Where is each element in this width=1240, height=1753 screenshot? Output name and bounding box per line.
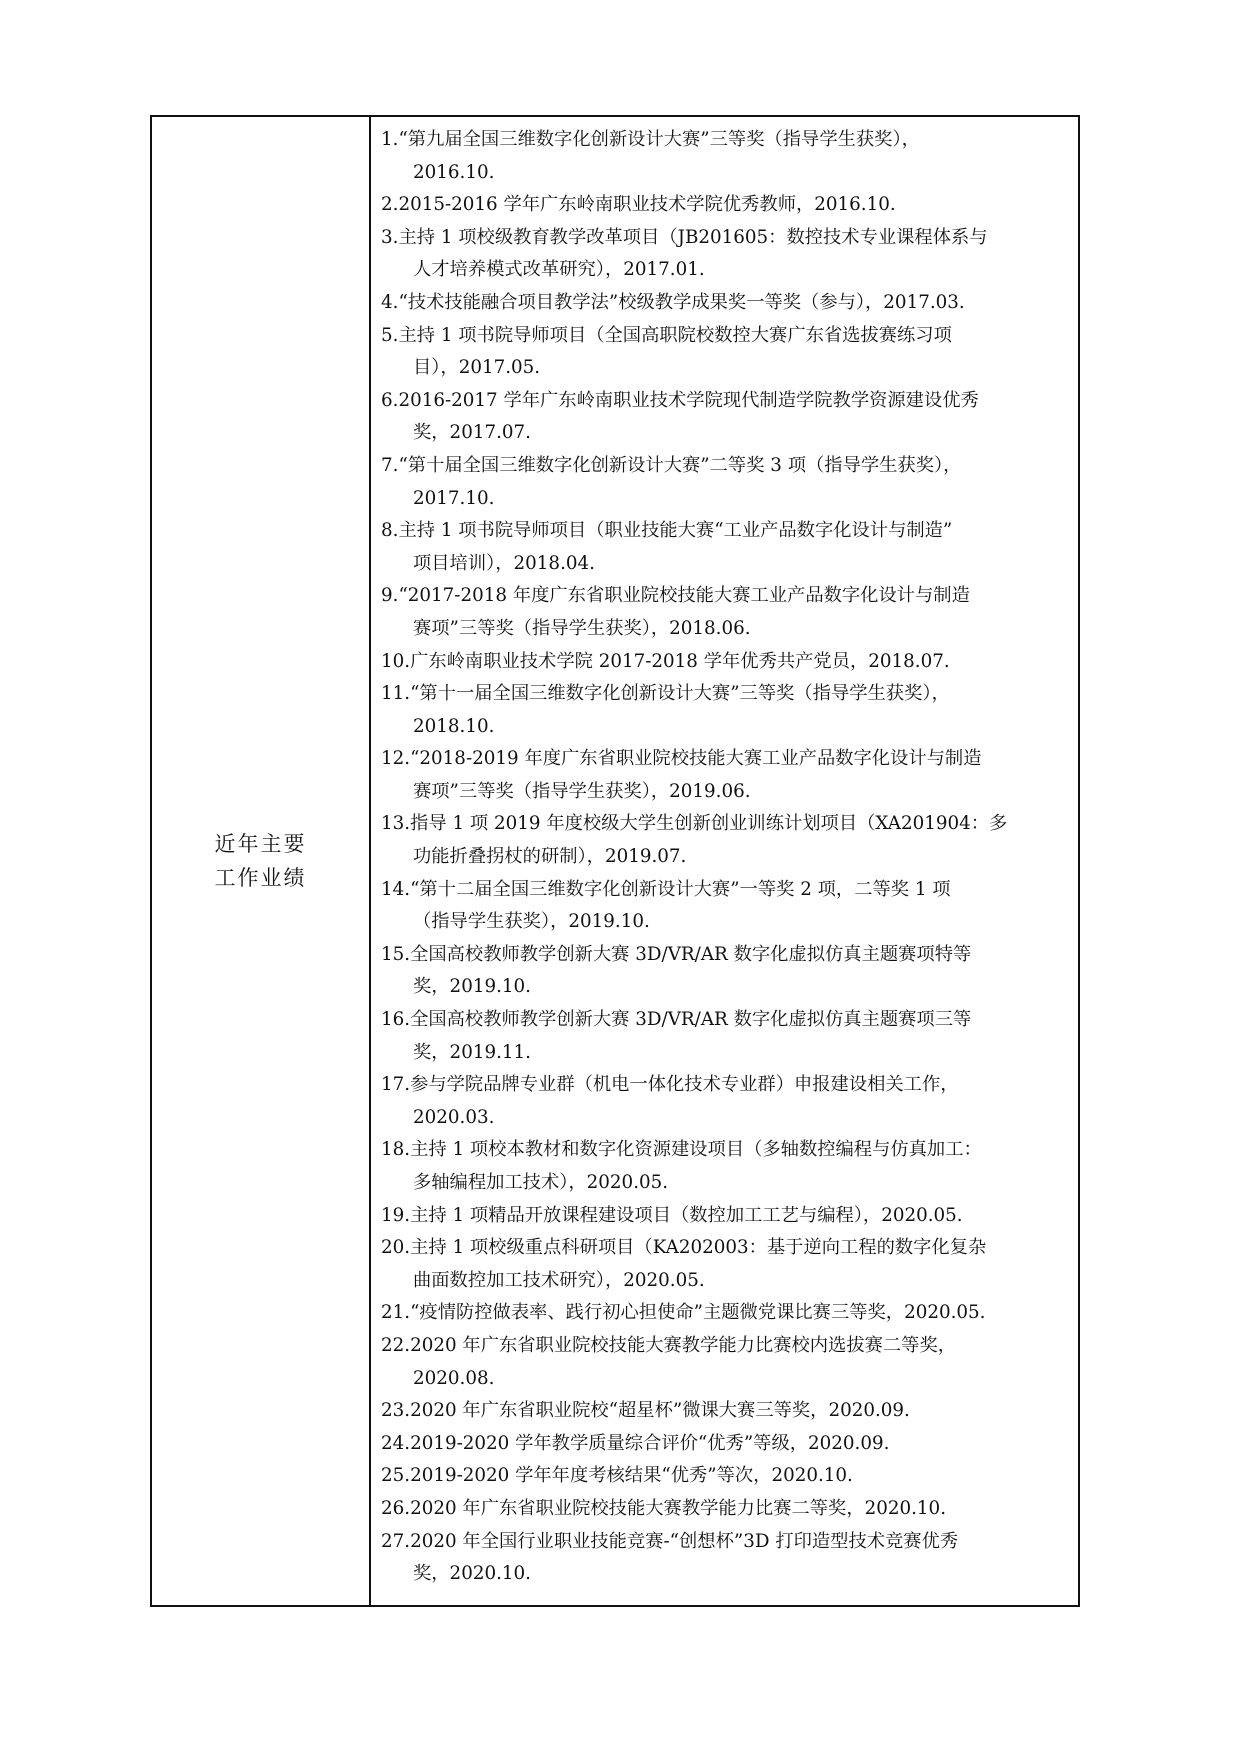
- achievement-text: 12.“2018-2019 年度广东省职业院校技能大赛工业产品数字化设计与制造: [381, 748, 982, 770]
- achievement-text: 14.“第十二届全国三维数字化创新设计大赛”一等奖 2 项，二等奖 1 项: [381, 878, 951, 900]
- achievement-text: 6.2016-2017 学年广东岭南职业技术学院现代制造学院教学资源建设优秀: [381, 389, 979, 411]
- achievement-text-continued: 目），2017.05.: [413, 357, 541, 379]
- achievement-text-continued: 项目培训），2018.04.: [413, 552, 595, 574]
- achievement-text: 18.主持 1 项校本教材和数字化资源建设项目（多轴数控编程与仿真加工：: [381, 1139, 982, 1161]
- achievement-text: 26.2020 年广东省职业院校技能大赛教学能力比赛二等奖，2020.10.: [381, 1497, 947, 1519]
- achievement-text: 22.2020 年广东省职业院校技能大赛教学能力比赛校内选拔赛二等奖，: [381, 1334, 957, 1356]
- achievement-text-continued: 2018.10.: [413, 715, 495, 737]
- achievement-item: [381, 385, 1068, 450]
- achievement-text-continued: 2017.10.: [413, 487, 495, 509]
- achievement-text: 3.主持 1 项校级教育教学改革项目（JB201605：数控技术专业课程体系与: [381, 226, 988, 248]
- achievement-text: 13.指导 1 项 2019 年度校级大学生创新创业训练计划项目（XA201904：多: [381, 813, 1008, 835]
- achievement-item: [381, 450, 1068, 515]
- achievement-text: 7.“第十届全国三维数字化创新设计大赛”二等奖 3 项（指导学生获奖），: [381, 454, 962, 476]
- achievement-text: 9.“2017-2018 年度广东省职业院校技能大赛工业产品数字化设计与制造: [381, 585, 970, 607]
- achievement-text: 24.2019-2020 学年教学质量综合评价“优秀”等级，2020.09.: [381, 1432, 890, 1454]
- achievement-item: [381, 1232, 1068, 1297]
- achievement-text: 16.全国高校教师教学创新大赛 3D/VR/AR 数字化虚拟仿真主题赛项三等: [381, 1009, 972, 1031]
- achievement-text-continued: 奖，2019.10.: [413, 976, 531, 998]
- achievement-text-continued: 2020.08.: [413, 1367, 495, 1389]
- achievement-text: 17.参与学院品牌专业群（机电一体化技术专业群）申报建设相关工作，: [381, 1074, 959, 1096]
- achievement-item: [381, 287, 1068, 320]
- achievement-item: [381, 1428, 1068, 1461]
- row-label-line: 近年主要: [214, 832, 307, 856]
- achievement-text: 21.“疫情防控做表率、践行初心担使命”主题微党课比赛三等奖，2020.05.: [381, 1302, 986, 1324]
- achievement-text: 27.2020 年全国行业职业技能竞赛-“创想杯”3D 打印造型技术竞赛优秀: [381, 1530, 959, 1552]
- row-label: [215, 827, 307, 895]
- achievement-text: 19.主持 1 项精品开放课程建设项目（数控加工工艺与编程），2020.05.: [381, 1204, 963, 1226]
- achievement-text: 23.2020 年广东省职业院校“超星杯”微课大赛三等奖，2020.09.: [381, 1400, 910, 1422]
- achievement-item: [381, 874, 1068, 939]
- achievement-text-continued: 奖，2020.10.: [413, 1563, 531, 1585]
- achievement-text: 2.2015-2016 学年广东岭南职业技术学院优秀教师，2016.10.: [381, 194, 896, 216]
- achievement-item: [381, 1069, 1068, 1134]
- achievement-text-continued: 人才培养模式改革研究），2017.01.: [413, 259, 705, 281]
- achievement-item: [381, 1526, 1068, 1591]
- achievement-item: [381, 1395, 1068, 1428]
- achievements-list: [371, 117, 1078, 1605]
- achievement-item: [381, 743, 1068, 808]
- achievement-item: [381, 189, 1068, 222]
- achievement-item: [381, 580, 1068, 645]
- achievement-item: [381, 1004, 1068, 1069]
- achievement-item: [381, 1460, 1068, 1493]
- achievement-text: 5.主持 1 项书院导师项目（全国高职院校数控大赛广东省选拔赛练习项: [381, 324, 952, 346]
- achievement-text-continued: 多轴编程加工技术），2020.05.: [413, 1172, 669, 1193]
- achievement-text-continued: 功能折叠拐杖的研制），2019.07.: [413, 846, 687, 868]
- achievement-item: [381, 678, 1068, 743]
- achievement-text-continued: 奖，2017.07.: [413, 422, 531, 444]
- achievement-text: 25.2019-2020 学年年度考核结果“优秀”等次，2020.10.: [381, 1465, 853, 1487]
- achievement-text: 10.广东岭南职业技术学院 2017-2018 学年优秀共产党员，2018.07.: [381, 650, 950, 672]
- achievement-item: [381, 808, 1068, 873]
- achievement-text-continued: 赛项”三等奖（指导学生获奖），2019.06.: [413, 780, 751, 802]
- achievement-text: 8.主持 1 项书院导师项目（职业技能大赛“工业产品数字化设计与制造”: [381, 520, 953, 542]
- achievement-item: [381, 1330, 1068, 1395]
- achievements-table: [150, 115, 1080, 1607]
- row-label-line: 工作业绩: [214, 866, 307, 890]
- achievement-item: [381, 1134, 1068, 1199]
- achievement-text-continued: （指导学生获奖），2019.10.: [413, 911, 650, 933]
- achievement-item: [381, 124, 1068, 189]
- achievement-item: [381, 1200, 1068, 1233]
- achievement-item: [381, 1297, 1068, 1330]
- achievement-item: [381, 646, 1068, 679]
- achievement-text-continued: 赛项”三等奖（指导学生获奖），2018.06.: [413, 617, 751, 639]
- achievement-text-continued: 曲面数控加工技术研究），2020.05.: [413, 1269, 705, 1291]
- achievement-text-continued: 2016.10.: [413, 161, 495, 183]
- achievement-item: [381, 939, 1068, 1004]
- achievement-item: [381, 515, 1068, 580]
- achievement-item: [381, 222, 1068, 287]
- achievement-text: 11.“第十一届全国三维数字化创新设计大赛”三等奖（指导学生获奖），: [381, 683, 950, 705]
- achievement-text-continued: 奖，2019.11.: [413, 1041, 531, 1063]
- achievement-item: [381, 1493, 1068, 1526]
- achievement-text: 4.“技术技能融合项目教学法”校级教学成果奖一等奖（参与），2017.03.: [381, 291, 965, 313]
- achievement-text-continued: 2020.03.: [413, 1106, 495, 1128]
- achievement-text: 1.“第九届全国三维数字化创新设计大赛”三等奖（指导学生获奖），: [381, 129, 920, 150]
- achievement-text: 20.主持 1 项校级重点科研项目（KA202003：基于逆向工程的数字化复杂: [381, 1237, 987, 1259]
- row-label-cell: [152, 117, 371, 1605]
- achievement-item: [381, 320, 1068, 385]
- achievement-text: 15.全国高校教师教学创新大赛 3D/VR/AR 数字化虚拟仿真主题赛项特等: [381, 943, 972, 965]
